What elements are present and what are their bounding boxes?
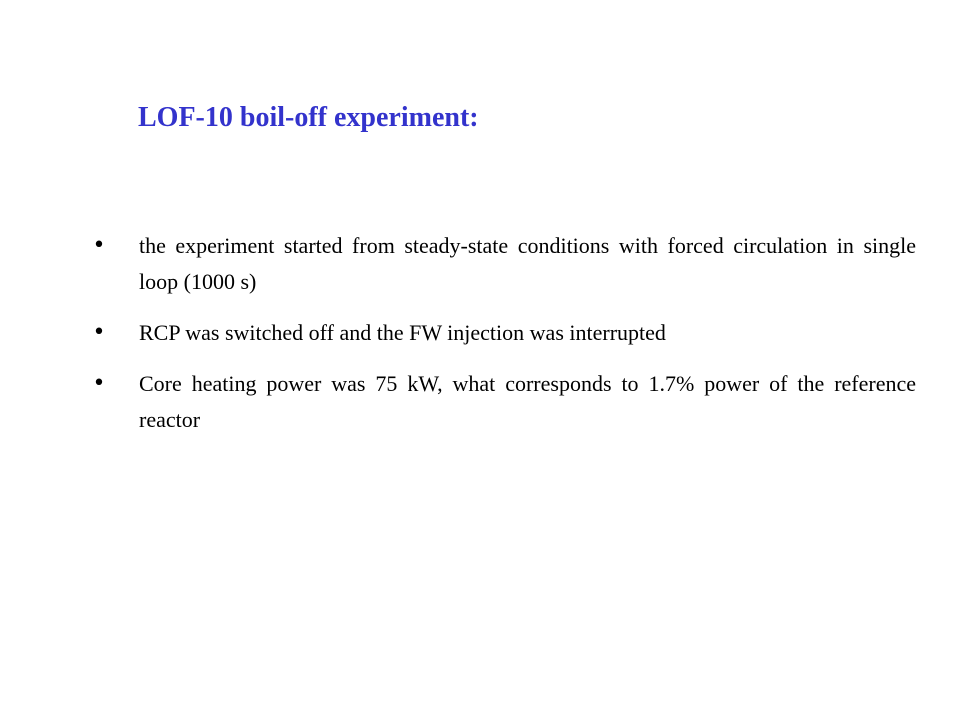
- bullet-list: [88, 228, 916, 453]
- bullet-item-3: [88, 366, 916, 438]
- bullet-item-1: [88, 228, 916, 300]
- bullet-icon: •: [92, 233, 106, 258]
- bullet-text: RCP was switched off and the FW injection was interrupted: [139, 320, 666, 345]
- bullet-text: Core heating power was 75 kW, what corresponds to 1.7% power of the reference reactor: [139, 371, 916, 432]
- bullet-icon: •: [92, 320, 106, 345]
- bullet-icon: •: [92, 371, 106, 396]
- bullet-text: the experiment started from steady-state conditions with forced circulation in single loop (1000 s): [139, 233, 916, 294]
- bullet-item-2: [88, 315, 916, 351]
- slide-title: LOF-10 boil-off experiment:: [138, 102, 479, 133]
